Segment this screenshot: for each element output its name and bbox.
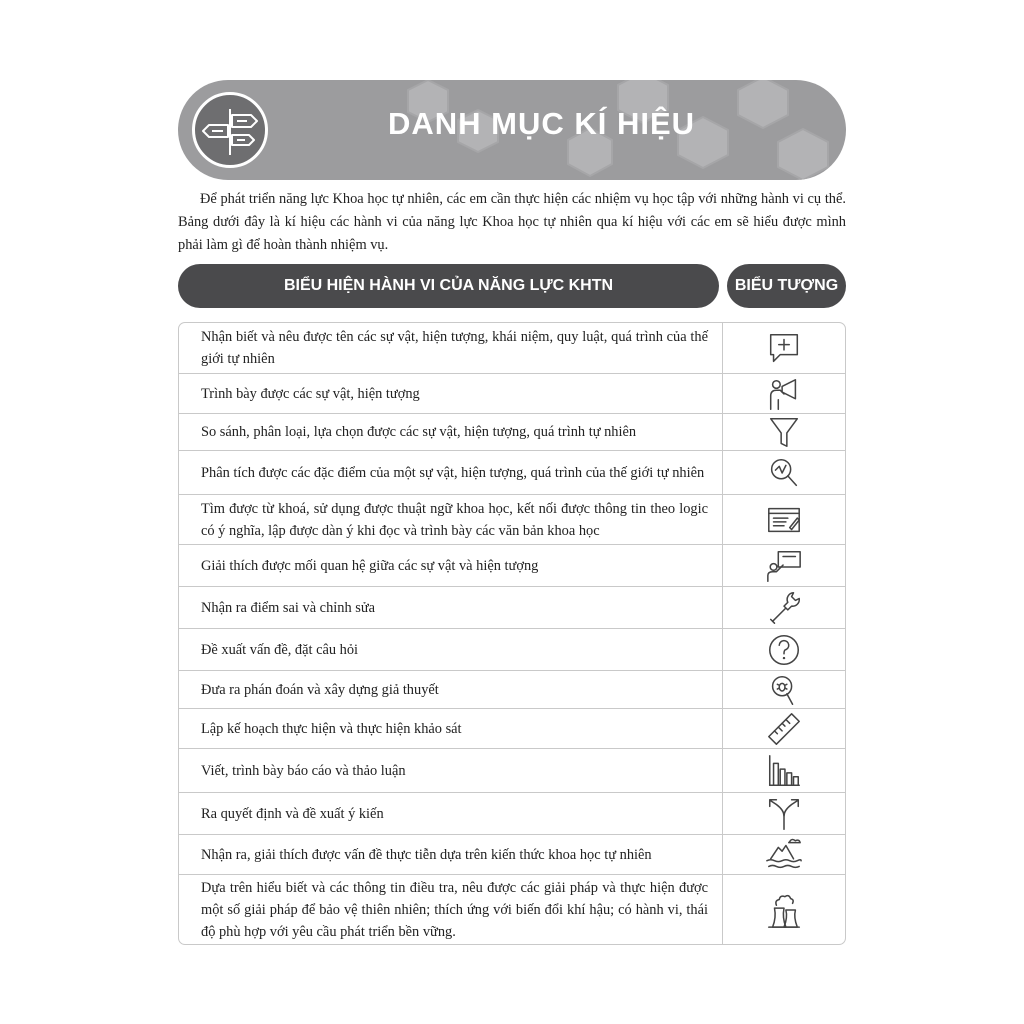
row-text: Nhận ra điểm sai và chỉnh sửa — [201, 599, 376, 616]
magnifier-bug-icon — [765, 671, 803, 709]
presenter-board-icon — [765, 547, 803, 585]
header-behavior: BIỂU HIỆN HÀNH VI CỦA NĂNG LỰC KHTN — [178, 264, 719, 308]
row-text: Đưa ra phán đoán và xây dựng giả thuyết — [201, 681, 439, 698]
table-row — [179, 374, 845, 414]
wrench-icon — [765, 589, 803, 627]
row-text: Dựa trên hiểu biết và các thông tin điều tra, nêu được các giải pháp và thực hiện được một số giải pháp để bảo vệ thiên nhiên; thích ứng với biến đổi khí hậu; có hành vi, thái độ phù hợp với yêu cầu phát triển bền vững. — [201, 880, 708, 940]
table-row — [179, 671, 845, 709]
table-row — [179, 545, 845, 587]
table-row — [179, 451, 845, 495]
megaphone-person-icon — [765, 375, 803, 413]
row-text: Lập kế hoạch thực hiện và thực hiện khảo sát — [201, 720, 462, 737]
signpost-icon — [192, 92, 268, 168]
symbol-table — [178, 322, 846, 945]
iceberg-icon — [765, 836, 803, 874]
question-circle-icon — [765, 631, 803, 669]
row-text: Đề xuất vấn đề, đặt câu hỏi — [201, 641, 359, 658]
table-row — [179, 749, 845, 793]
table-row — [179, 323, 845, 374]
row-text: Viết, trình bày báo cáo và thảo luận — [201, 762, 406, 779]
row-text: Phân tích được các đặc điểm của một sự vật, hiện tượng, quá trình của thế giới tự nhiên — [201, 464, 705, 481]
row-text: Giải thích được mối quan hệ giữa các sự vật và hiện tượng — [201, 557, 539, 574]
row-text: Nhận ra, giải thích được vấn đề thực tiễn dựa trên kiến thức khoa học tự nhiên — [201, 846, 652, 863]
page-title: DANH MỤC KÍ HIỆU — [388, 106, 696, 141]
row-text: Ra quyết định và đề xuất ý kiến — [201, 805, 384, 822]
table-row — [179, 835, 845, 875]
split-arrows-icon — [765, 795, 803, 833]
table-row — [179, 629, 845, 671]
magnifier-analysis-icon — [765, 454, 803, 492]
funnel-icon — [765, 413, 803, 451]
header-symbol: BIỂU TƯỢNG — [727, 264, 846, 308]
row-text: Trình bày được các sự vật, hiện tượng — [201, 385, 420, 402]
table-row — [179, 587, 845, 629]
table-row — [179, 709, 845, 749]
table-row — [179, 875, 845, 945]
row-text: Tìm được từ khoá, sử dụng được thuật ngữ khoa học, kết nối được thông tin theo logic có ý nghĩa, lập được dàn ý khi đọc và trình bày các văn bản khoa học — [201, 500, 708, 539]
ruler-icon — [765, 710, 803, 748]
table-row — [179, 793, 845, 835]
row-text: Nhận biết và nêu được tên các sự vật, hiện tượng, khái niệm, quy luật, quá trình của thế giới tự nhiên — [201, 329, 708, 367]
intro-paragraph: Để phát triển năng lực Khoa học tự nhiên, các em cần thực hiện các nhiệm vụ học tập với những hành vi cụ thể. Bảng dưới đây là kí hiệu các hành vi của năng lực Khoa học tự nhiên qua kí hiệu với các em sẽ hiểu được mình phải làm gì để hoàn thành nhiệm vụ. — [178, 191, 846, 253]
title-banner — [178, 80, 846, 180]
row-text: So sánh, phân loại, lựa chọn được các sự vật, hiện tượng, quá trình tự nhiên — [201, 424, 637, 440]
bar-chart-icon — [765, 752, 803, 790]
table-row — [179, 495, 845, 545]
speech-bubble-plus-icon — [765, 329, 803, 367]
cooling-tower-icon — [765, 891, 803, 929]
table-row — [179, 414, 845, 451]
document-pen-icon — [765, 501, 803, 539]
